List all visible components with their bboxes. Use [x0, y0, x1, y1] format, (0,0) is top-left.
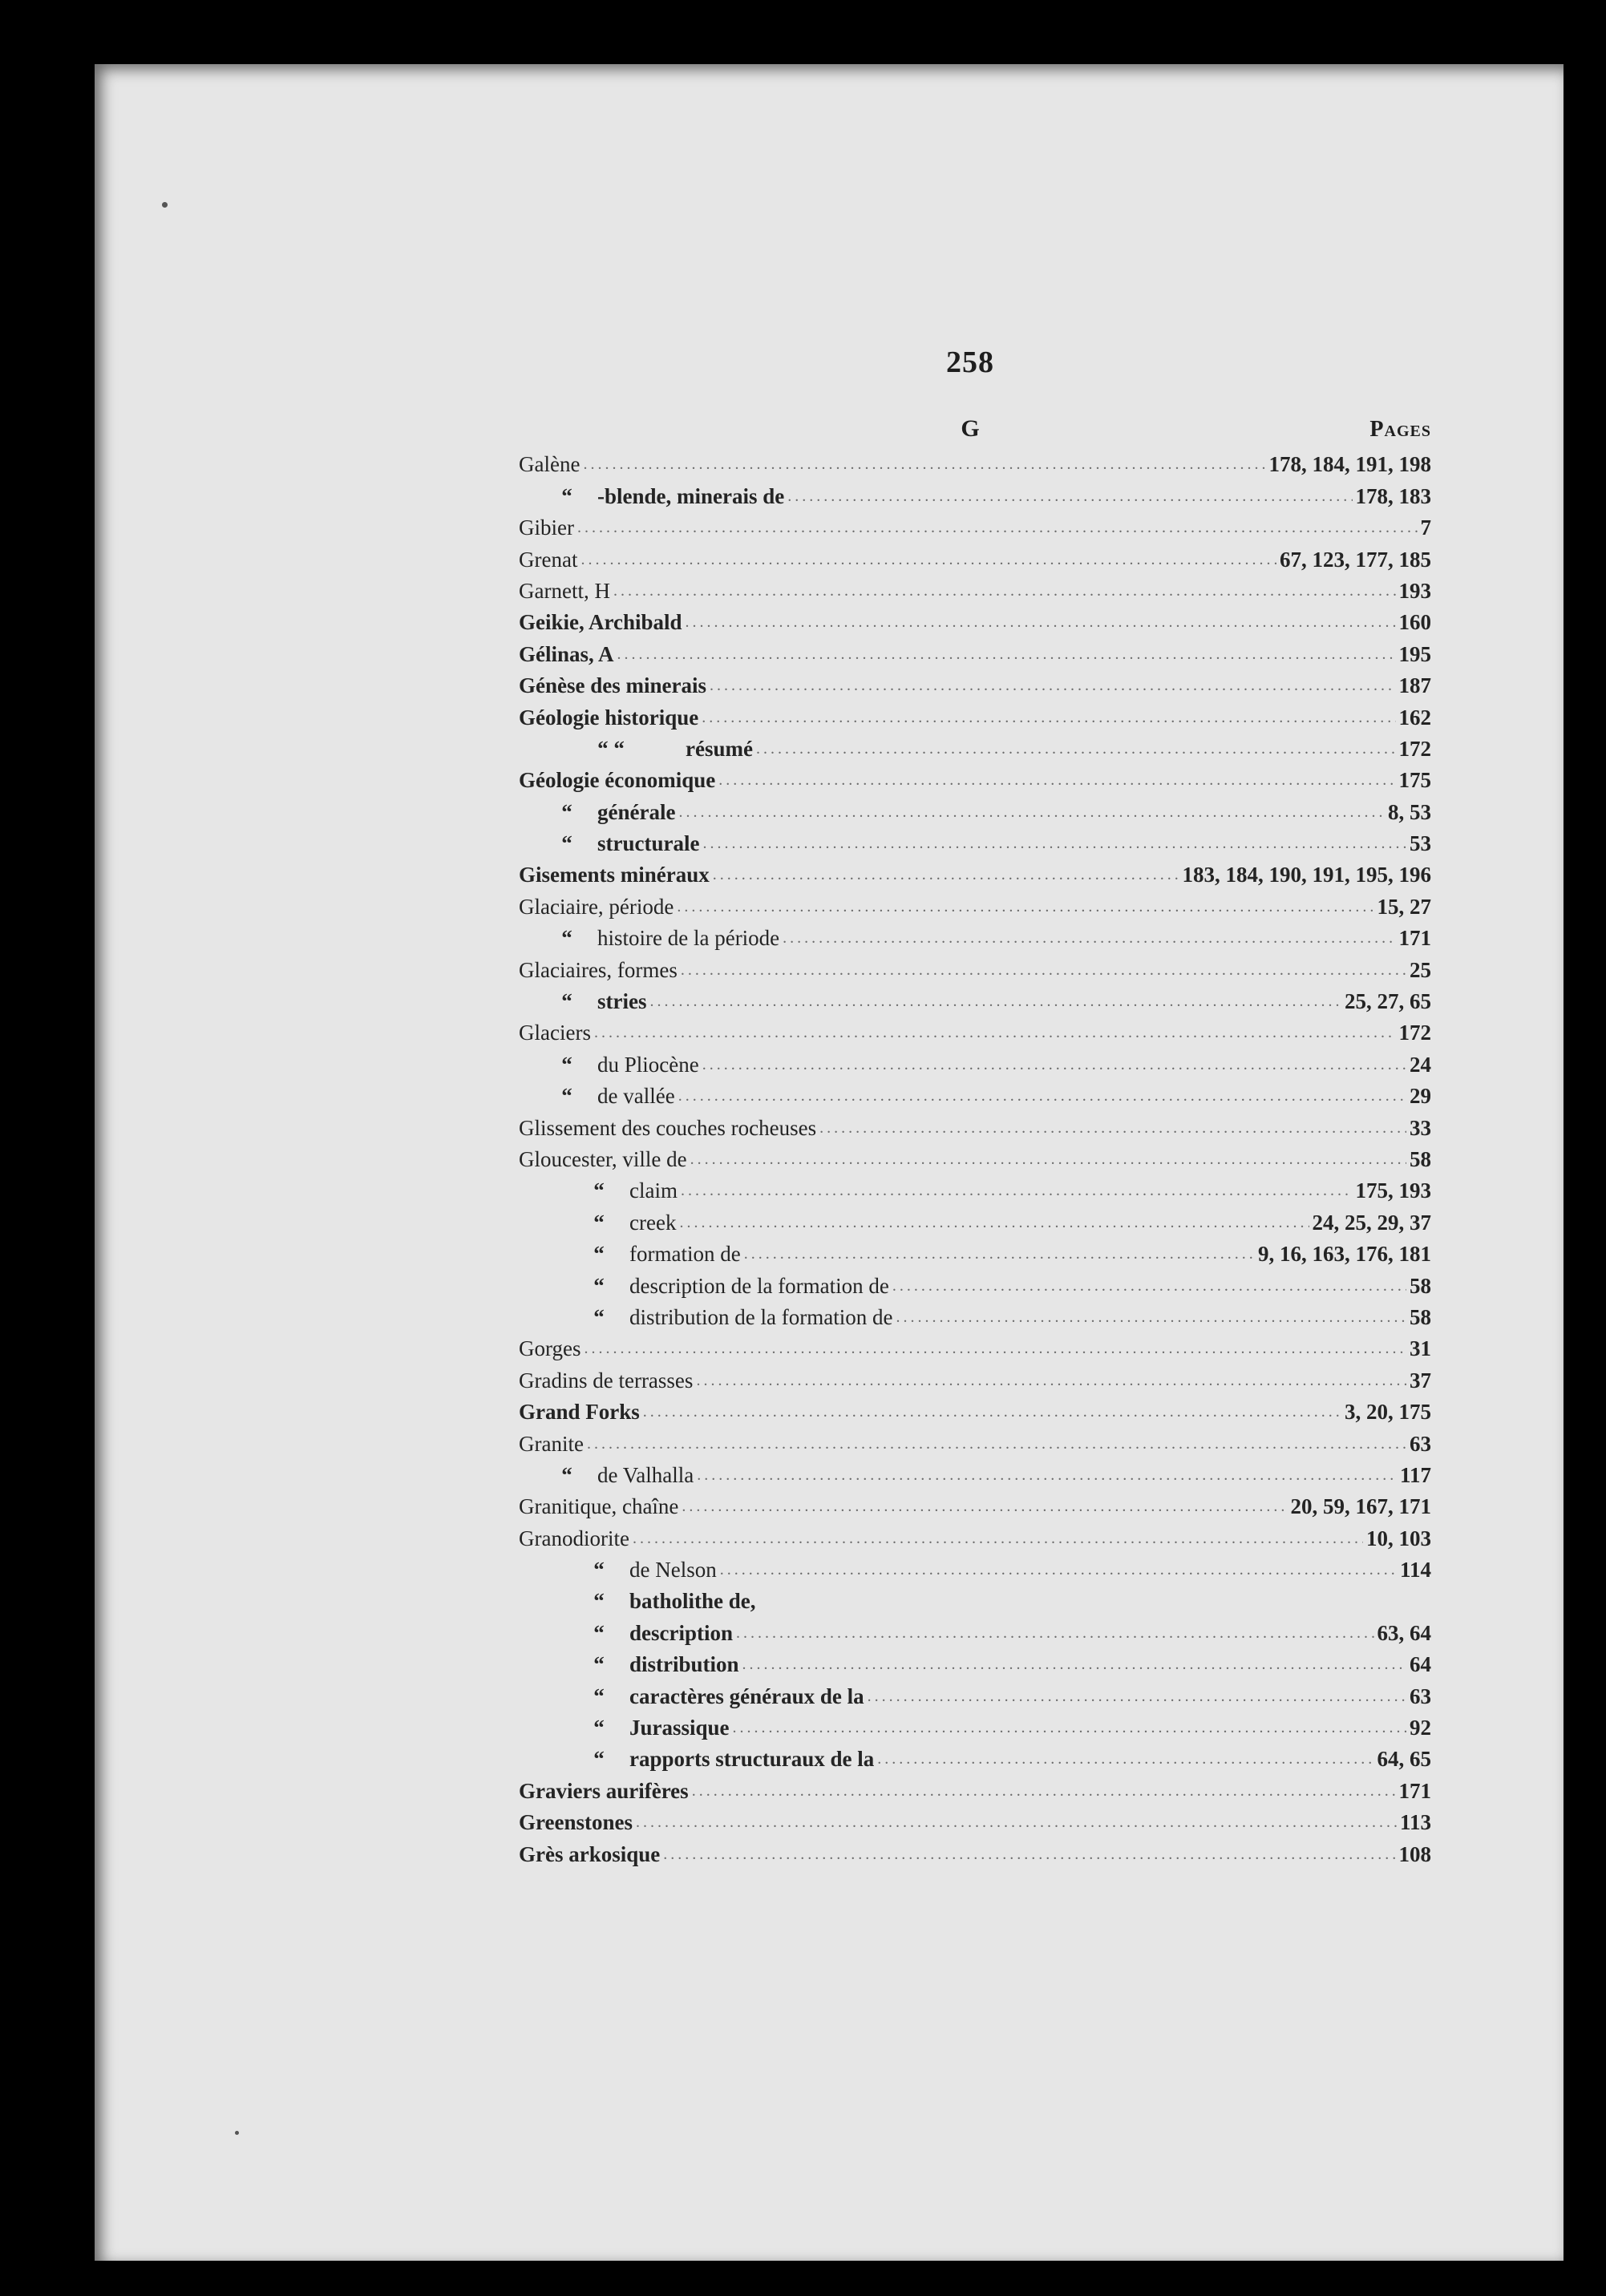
- ditto-mark: “: [593, 1589, 605, 1614]
- index-term: Granitique, chaîne: [519, 1494, 679, 1519]
- page-references: 63: [1410, 1431, 1431, 1456]
- index-term: Glaciaire, période: [519, 894, 674, 919]
- index-list: [519, 449, 1431, 1870]
- page-references: 175, 193: [1355, 1178, 1431, 1203]
- page-references: 175: [1398, 768, 1431, 793]
- index-term: Geikie, Archibald: [519, 610, 682, 635]
- index-term: Gradins de terrasses: [519, 1368, 694, 1393]
- index-entry: [519, 512, 1431, 544]
- index-entry: [519, 701, 1431, 733]
- index-entry: [519, 1491, 1431, 1522]
- dust-speck: [162, 202, 168, 208]
- dot-leader: [636, 1807, 1397, 1838]
- page-references: 25, 27, 65: [1345, 989, 1431, 1014]
- ditto-mark: “ “: [597, 736, 625, 761]
- page-references: 114: [1399, 1558, 1431, 1583]
- index-term: description: [629, 1620, 734, 1645]
- index-term: Grès arkosique: [519, 1841, 661, 1866]
- page-references: 25: [1410, 957, 1431, 982]
- ditto-mark: “: [561, 1462, 572, 1487]
- index-term: Granite: [519, 1431, 584, 1456]
- index-term: claim: [629, 1178, 678, 1203]
- scan-border-left: [0, 0, 96, 2296]
- index-term: de Valhalla: [597, 1462, 694, 1487]
- ditto-mark: “: [561, 989, 572, 1014]
- scan-border-right: [1562, 0, 1606, 2296]
- dot-leader: [678, 1081, 1406, 1112]
- ditto-mark: “: [593, 1242, 605, 1267]
- index-entry: [519, 954, 1431, 985]
- page-references: 24: [1410, 1052, 1431, 1077]
- index-term: Génèse des minerais: [519, 673, 706, 698]
- index-entry: [519, 765, 1431, 796]
- index-entry: [519, 1049, 1431, 1080]
- dot-leader: [896, 1302, 1406, 1333]
- page-references: 20, 59, 167, 171: [1290, 1494, 1431, 1519]
- dot-leader: [643, 1397, 1341, 1428]
- page-references: 31: [1410, 1336, 1431, 1361]
- index-entry: [519, 1270, 1431, 1301]
- page-references: 7: [1420, 515, 1431, 540]
- page-references: 24, 25, 29, 37: [1312, 1210, 1431, 1235]
- ditto-mark: “: [593, 1716, 605, 1740]
- index-term: -blende, minerais de: [597, 483, 785, 508]
- dot-leader: [720, 1554, 1397, 1586]
- ditto-mark: “: [593, 1178, 605, 1203]
- index-term: Glaciers: [519, 1021, 591, 1045]
- index-entry: [519, 1680, 1431, 1712]
- page-references: 33: [1410, 1115, 1431, 1140]
- ditto-mark: “: [561, 1084, 572, 1109]
- index-term: Géologie économique: [519, 768, 716, 793]
- index-entry: [519, 1302, 1431, 1333]
- dot-leader: [690, 1144, 1406, 1175]
- index-entry: [519, 1207, 1431, 1238]
- page-references: 58: [1410, 1146, 1431, 1171]
- ditto-mark: “: [561, 799, 572, 824]
- index-entry: [519, 1460, 1431, 1491]
- page-references: 187: [1398, 673, 1431, 698]
- index-term: batholithe de,: [629, 1589, 756, 1614]
- index-term: Granodiorite: [519, 1526, 629, 1550]
- ditto-mark: “: [593, 1558, 605, 1583]
- ditto-mark: “: [593, 1747, 605, 1772]
- page-references: 183, 184, 190, 191, 195, 196: [1182, 863, 1431, 887]
- page-references: 108: [1398, 1841, 1431, 1866]
- index-term: stries: [597, 989, 647, 1014]
- dot-leader: [736, 1618, 1373, 1649]
- dot-leader: [678, 797, 1385, 828]
- index-term: distribution de la formation de: [629, 1304, 893, 1329]
- dot-leader: [649, 986, 1341, 1017]
- dot-leader: [633, 1523, 1363, 1554]
- dot-leader: [702, 1049, 1406, 1081]
- dot-leader: [892, 1271, 1406, 1302]
- index-term: creek: [629, 1210, 677, 1235]
- index-entry: [519, 734, 1431, 765]
- index-entry: [519, 1617, 1431, 1648]
- index-entry: [519, 986, 1431, 1017]
- scan-border-top: [0, 0, 1606, 72]
- dot-leader: [783, 923, 1395, 954]
- dot-leader: [681, 955, 1406, 986]
- index-term: structurale: [597, 831, 700, 856]
- index-term: Glissement des couches rocheuses: [519, 1115, 817, 1140]
- page-references: 171: [1398, 1778, 1431, 1803]
- index-entry: [519, 1112, 1431, 1143]
- index-entry: [519, 449, 1431, 480]
- index-entry: [519, 1175, 1431, 1207]
- index-entry: [519, 544, 1431, 575]
- ditto-mark: “: [561, 1052, 572, 1077]
- dot-leader: [787, 481, 1352, 512]
- dot-leader: [696, 1365, 1406, 1397]
- ditto-mark: “: [561, 483, 572, 508]
- index-entry: [519, 1333, 1431, 1364]
- index-entry: [519, 828, 1431, 859]
- index-term: distribution: [629, 1652, 739, 1677]
- dot-leader: [617, 639, 1396, 670]
- page-references: 92: [1410, 1716, 1431, 1740]
- index-entry: [519, 1775, 1431, 1806]
- dot-leader: [692, 1776, 1396, 1807]
- index-entry: [519, 859, 1431, 891]
- ditto-mark: “: [561, 926, 572, 951]
- index-term: de Nelson: [629, 1558, 717, 1583]
- page-references: 172: [1398, 1021, 1431, 1045]
- page-references: 15, 27: [1377, 894, 1431, 919]
- index-term: Grand Forks: [519, 1400, 640, 1425]
- dot-leader: [697, 1460, 1397, 1491]
- dot-leader: [868, 1681, 1406, 1712]
- ditto-mark: “: [593, 1620, 605, 1645]
- page-references: 63: [1410, 1684, 1431, 1708]
- index-entry: [519, 1712, 1431, 1744]
- page-references: 178, 184, 191, 198: [1268, 452, 1431, 477]
- dot-leader: [733, 1712, 1406, 1744]
- ditto-mark: “: [593, 1304, 605, 1329]
- dot-leader: [594, 1017, 1396, 1049]
- page-references: 67, 123, 177, 185: [1280, 547, 1431, 572]
- index-entry: [519, 796, 1431, 827]
- index-entry: [519, 1081, 1431, 1112]
- index-term: de vallée: [597, 1084, 675, 1109]
- page-number: 258: [946, 346, 994, 379]
- index-term: Gisements minéraux: [519, 863, 710, 887]
- dot-leader: [742, 1649, 1406, 1680]
- dot-leader: [702, 702, 1395, 734]
- dot-leader: [581, 544, 1276, 576]
- dot-leader: [819, 1113, 1406, 1144]
- index-entry: [519, 891, 1431, 922]
- index-entry: [519, 1807, 1431, 1838]
- index-term: Glaciaires, formes: [519, 957, 678, 982]
- page-references: 63, 64: [1377, 1620, 1431, 1645]
- ditto-mark: “: [593, 1210, 605, 1235]
- page-references: 3, 20, 175: [1345, 1400, 1431, 1425]
- index-term: caractères généraux de la: [629, 1684, 864, 1708]
- index-term: Gorges: [519, 1336, 581, 1361]
- dot-leader: [681, 1175, 1353, 1207]
- index-entry: [519, 1017, 1431, 1049]
- dot-leader: [686, 607, 1396, 638]
- index-entry: [519, 923, 1431, 954]
- page-references: 160: [1398, 610, 1431, 635]
- index-entry: [519, 638, 1431, 669]
- page-references: 8, 53: [1388, 799, 1431, 824]
- index-term: formation de: [629, 1242, 741, 1267]
- index-term: rapports structuraux de la: [629, 1747, 875, 1772]
- index-term: description de la formation de: [629, 1273, 889, 1298]
- index-term: Garnett, H: [519, 578, 610, 603]
- ditto-mark: “: [593, 1684, 605, 1708]
- dot-leader: [756, 734, 1396, 765]
- page-references: 172: [1398, 736, 1431, 761]
- page-references: 58: [1410, 1273, 1431, 1298]
- index-term: Gibier: [519, 515, 574, 540]
- index-term: résumé: [686, 736, 753, 761]
- page-references: 37: [1410, 1368, 1431, 1393]
- dot-leader: [577, 512, 1418, 544]
- index-entry: [519, 1522, 1431, 1554]
- index-term: Graviers aurifères: [519, 1778, 689, 1803]
- page-references: 162: [1398, 705, 1431, 730]
- dot-leader: [583, 449, 1265, 480]
- index-entry: [519, 1838, 1431, 1870]
- page-references: 9, 16, 163, 176, 181: [1258, 1242, 1431, 1267]
- dot-leader: [877, 1744, 1373, 1775]
- dot-leader: [663, 1839, 1395, 1870]
- ditto-mark: “: [593, 1652, 605, 1677]
- page-references: 171: [1398, 926, 1431, 951]
- ditto-mark: “: [593, 1273, 605, 1298]
- index-term: Greenstones: [519, 1810, 633, 1835]
- ditto-mark: “: [561, 831, 572, 856]
- dot-leader: [744, 1239, 1255, 1270]
- page-references: 113: [1399, 1810, 1431, 1835]
- dot-leader: [710, 670, 1396, 701]
- index-entry: [519, 1239, 1431, 1270]
- page-references: 29: [1410, 1084, 1431, 1109]
- index-term: Galène: [519, 452, 581, 477]
- page-references: 178, 183: [1355, 483, 1431, 508]
- index-term: Gloucester, ville de: [519, 1146, 687, 1171]
- page-references: 64: [1410, 1652, 1431, 1677]
- dot-leader: [713, 859, 1179, 891]
- index-entry: [519, 1744, 1431, 1775]
- index-term: histoire de la période: [597, 926, 780, 951]
- index-entry: [519, 1397, 1431, 1428]
- dot-leader: [679, 1207, 1309, 1239]
- index-term: générale: [597, 799, 676, 824]
- dust-speck: [235, 2131, 239, 2135]
- pages-column-header: Pages: [1369, 417, 1431, 442]
- index-entry: [519, 1428, 1431, 1459]
- index-entry: [519, 1144, 1431, 1175]
- index-entry: [519, 1364, 1431, 1396]
- index-term: Gélinas, A: [519, 641, 614, 666]
- page-references: 53: [1410, 831, 1431, 856]
- page-references: 193: [1398, 578, 1431, 603]
- index-entry: [519, 607, 1431, 638]
- section-letter: G: [961, 415, 980, 442]
- dot-leader: [682, 1491, 1287, 1522]
- dot-leader: [587, 1429, 1406, 1460]
- page-references: 64, 65: [1377, 1747, 1431, 1772]
- index-entry: [519, 1649, 1431, 1680]
- page-references: 10, 103: [1366, 1526, 1431, 1550]
- index-term: du Pliocène: [597, 1052, 699, 1077]
- dot-leader: [677, 891, 1373, 923]
- index-term: Jurassique: [629, 1716, 730, 1740]
- page-references: 58: [1410, 1304, 1431, 1329]
- dot-leader: [718, 765, 1395, 796]
- dot-leader: [702, 828, 1406, 859]
- page-references: 195: [1398, 641, 1431, 666]
- dot-leader: [613, 576, 1396, 607]
- index-entry: [519, 670, 1431, 701]
- dot-leader: [585, 1333, 1407, 1364]
- index-entry: [519, 1586, 1431, 1617]
- index-entry: [519, 480, 1431, 511]
- index-term: Géologie historique: [519, 705, 699, 730]
- index-entry: [519, 576, 1431, 607]
- index-term: Grenat: [519, 547, 578, 572]
- index-entry: [519, 1554, 1431, 1586]
- page-references: 117: [1399, 1462, 1431, 1487]
